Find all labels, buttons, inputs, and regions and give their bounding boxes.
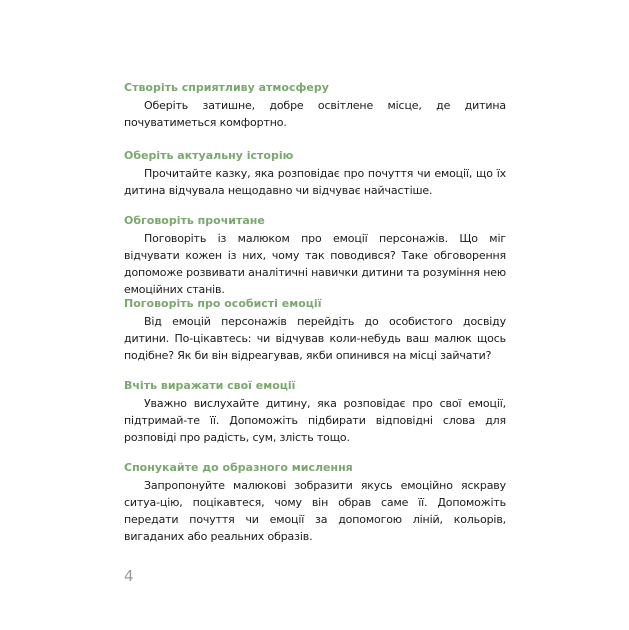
section-text: Оберіть затишне, добре освітлене місце, де дитина почуватиметься комфортно. <box>124 99 506 129</box>
section-heading: Спонукайте до образного мислення <box>124 461 353 474</box>
section-text: Прочитайте казку, яка розповідає про почуття чи емоції, що їх дитина відчувала нещодавно чи відчуває найчастіше. <box>124 167 506 197</box>
section-story <box>124 148 506 199</box>
section-heading: Створіть сприятливу атмосферу <box>124 81 329 94</box>
page-number: 4 <box>124 567 134 585</box>
section-heading: Вчіть виражати свої емоції <box>124 379 296 392</box>
section-text: Поговоріть із малюком про емоції персонажів. Що міг відчувати кожен із них, чому так поводився? Таке обговорення допоможе розвивати аналітичні навички дитини та розуміння нею емоційних станів. <box>124 232 506 296</box>
section-imaginative-thinking <box>124 460 506 545</box>
section-express-emotions <box>124 378 506 446</box>
section-text: Запропонуйте малюкові зобразити якусь емоційно яскраву ситуа-цію, поцікавтеся, чому він обрав саме її. Допоможіть передати почуття чи емоції за допомогою ліній, кольорів, вигаданих або реальних образів. <box>124 479 506 543</box>
section-text: Уважно вислухайте дитину, яка розповідає про свої емоції, підтримай-те її. Допоможіть підбирати відповідні слова для розповіді про радість, сум, злість тощо. <box>124 397 506 444</box>
section-heading: Обговоріть прочитане <box>124 214 265 227</box>
section-personal-emotions <box>124 296 506 364</box>
section-heading: Поговоріть про особисті емоції <box>124 297 322 310</box>
section-discuss <box>124 213 506 298</box>
section-atmosphere <box>124 80 506 131</box>
section-heading: Оберіть актуальну історію <box>124 149 294 162</box>
section-text: Від емоцій персонажів перейдіть до особистого досвіду дитини. По-цікавтесь: чи відчував коли-небудь ваш малюк щось подібне? Як би він відреагував, якби опинився на місці зайчати? <box>124 315 506 362</box>
